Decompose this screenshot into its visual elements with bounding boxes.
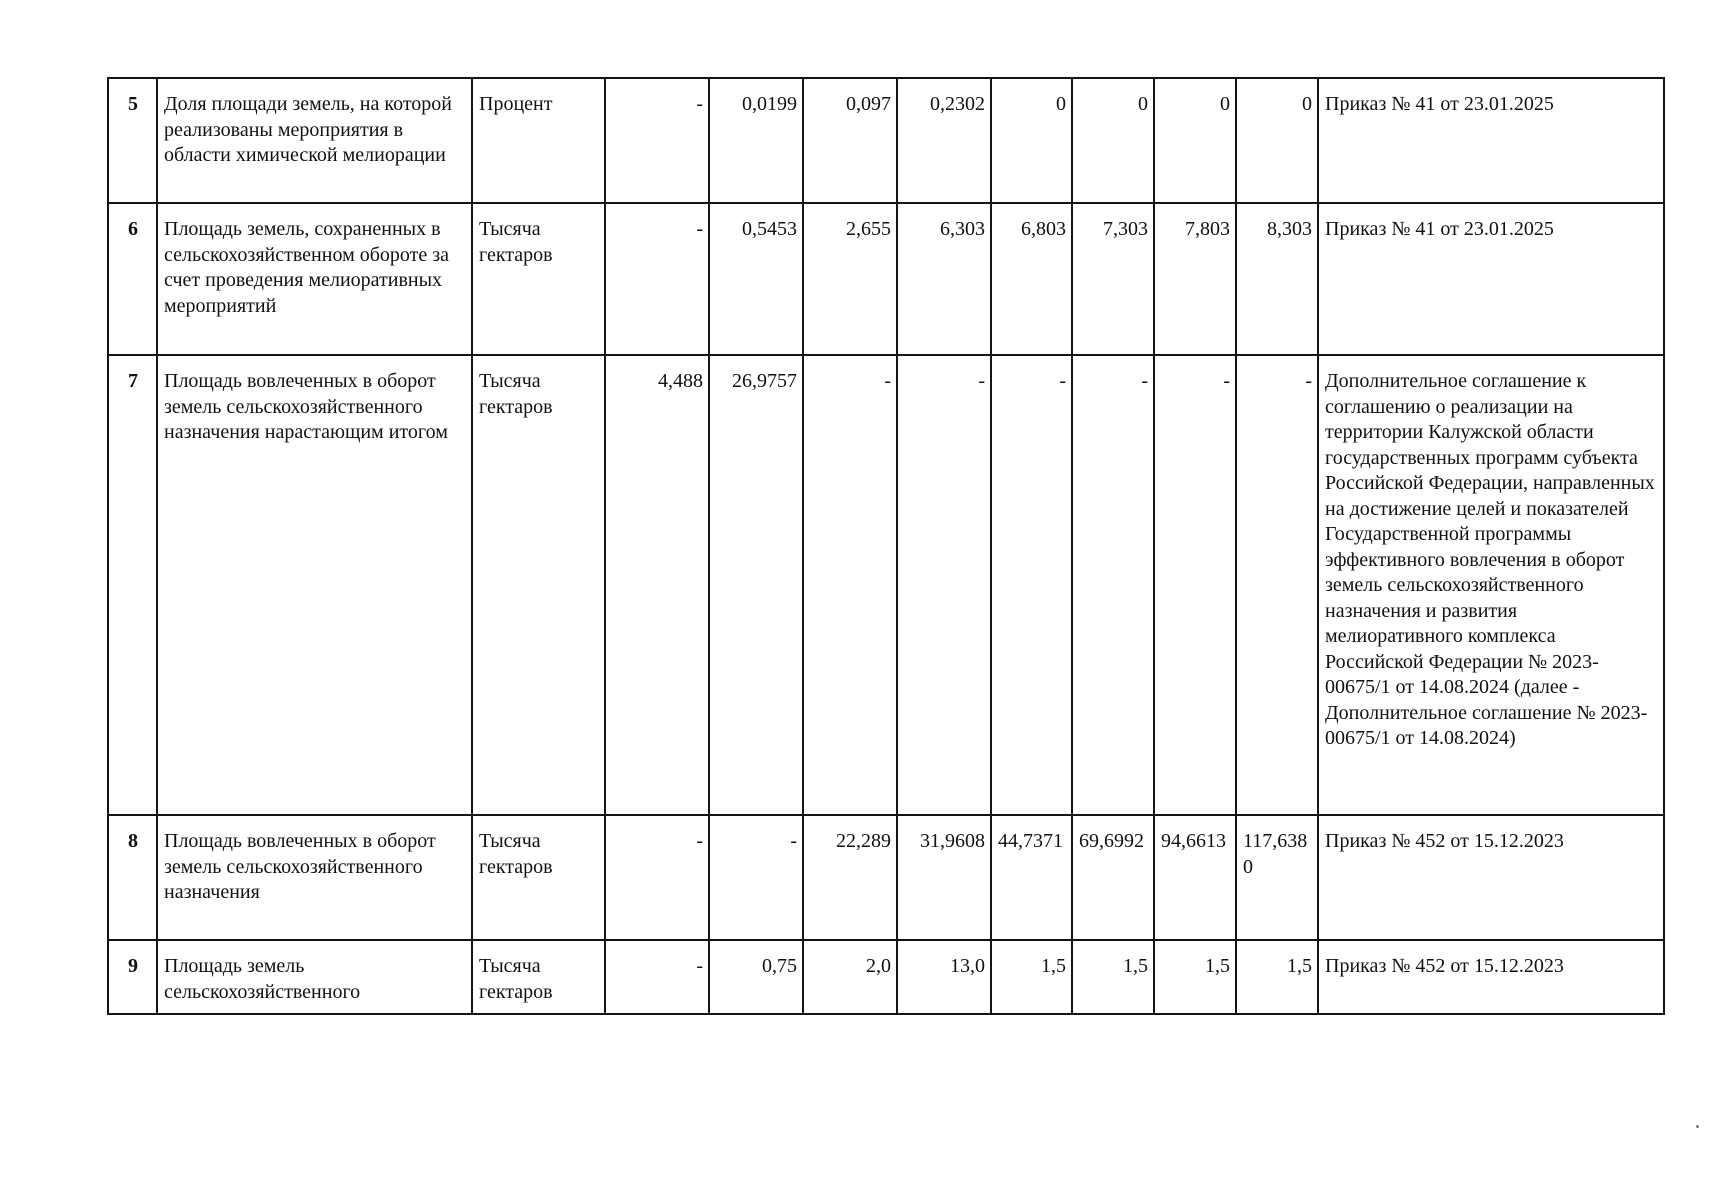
- value-cell: -: [709, 815, 803, 940]
- value-cell: -: [1072, 355, 1154, 815]
- value-cell: -: [605, 815, 709, 940]
- value-cell: -: [991, 355, 1072, 815]
- value-cell: 7,803: [1154, 203, 1236, 355]
- value-cell: 0: [1154, 78, 1236, 203]
- value-cell: 8,303: [1236, 203, 1318, 355]
- source-document: Дополнительное соглашение к соглашению о реализации на территории Калужской области государственных программ субъекта Российской Федерации, направленных на достижение целей и показателей Государственной программы эффективного вовлечения в оборот земель сельскохозяйственного назначения и развития мелиоративного комплекса Российской Федерации № 2023-00675/1 от 14.08.2024 (далее - Дополнительное соглашение № 2023-00675/1 от 14.08.2024): [1318, 355, 1664, 815]
- table-row: [108, 940, 1664, 1014]
- value-cell: 44,7371: [991, 815, 1072, 940]
- value-cell: 0,097: [803, 78, 897, 203]
- value-cell: 0,75: [709, 940, 803, 1014]
- row-number: 6: [108, 203, 157, 355]
- value-cell: 31,9608: [897, 815, 991, 940]
- indicator-name: Доля площади земель, на которой реализованы мероприятия в области химической мелиорации: [157, 78, 472, 203]
- indicator-name: Площадь вовлеченных в оборот земель сельскохозяйственного назначения нарастающим итогом: [157, 355, 472, 815]
- unit-cell: Тысяча гектаров: [472, 203, 605, 355]
- value-cell: -: [605, 940, 709, 1014]
- table-row: [108, 815, 1664, 940]
- row-number: 5: [108, 78, 157, 203]
- value-cell: 22,289: [803, 815, 897, 940]
- value-cell: 117,6380: [1236, 815, 1318, 940]
- table-row: [108, 78, 1664, 203]
- value-cell: 2,0: [803, 940, 897, 1014]
- value-cell: 6,803: [991, 203, 1072, 355]
- value-cell: 26,9757: [709, 355, 803, 815]
- unit-cell: Тысяча гектаров: [472, 815, 605, 940]
- value-cell: 1,5: [1154, 940, 1236, 1014]
- value-cell: 2,655: [803, 203, 897, 355]
- value-cell: 4,488: [605, 355, 709, 815]
- indicator-name: Площадь земель сельскохозяйственного: [157, 940, 472, 1014]
- value-cell: 0,5453: [709, 203, 803, 355]
- indicators-table: [107, 77, 1665, 1015]
- unit-cell: Тысяча гектаров: [472, 355, 605, 815]
- value-cell: -: [897, 355, 991, 815]
- row-number: 9: [108, 940, 157, 1014]
- value-cell: 0,0199: [709, 78, 803, 203]
- value-cell: 1,5: [1236, 940, 1318, 1014]
- value-cell: 6,303: [897, 203, 991, 355]
- unit-cell: Процент: [472, 78, 605, 203]
- value-cell: 69,6992: [1072, 815, 1154, 940]
- value-cell: 0,2302: [897, 78, 991, 203]
- value-cell: 0: [1236, 78, 1318, 203]
- value-cell: 0: [991, 78, 1072, 203]
- value-cell: 7,303: [1072, 203, 1154, 355]
- source-document: Приказ № 41 от 23.01.2025: [1318, 78, 1664, 203]
- source-document: Приказ № 452 от 15.12.2023: [1318, 940, 1664, 1014]
- scan-speck: [1696, 1125, 1699, 1128]
- value-cell: 13,0: [897, 940, 991, 1014]
- value-cell: -: [1154, 355, 1236, 815]
- unit-cell: Тысяча гектаров: [472, 940, 605, 1014]
- source-document: Приказ № 452 от 15.12.2023: [1318, 815, 1664, 940]
- value-cell: -: [605, 203, 709, 355]
- source-document: Приказ № 41 от 23.01.2025: [1318, 203, 1664, 355]
- value-cell: 0: [1072, 78, 1154, 203]
- value-cell: -: [1236, 355, 1318, 815]
- indicator-name: Площадь земель, сохраненных в сельскохозяйственном обороте за счет проведения мелиоративных мероприятий: [157, 203, 472, 355]
- value-cell: -: [803, 355, 897, 815]
- row-number: 7: [108, 355, 157, 815]
- row-number: 8: [108, 815, 157, 940]
- value-cell: -: [605, 78, 709, 203]
- table-row: [108, 355, 1664, 815]
- value-cell: 94,6613: [1154, 815, 1236, 940]
- indicator-name: Площадь вовлеченных в оборот земель сельскохозяйственного назначения: [157, 815, 472, 940]
- value-cell: 1,5: [1072, 940, 1154, 1014]
- value-cell: 1,5: [991, 940, 1072, 1014]
- table-row: [108, 203, 1664, 355]
